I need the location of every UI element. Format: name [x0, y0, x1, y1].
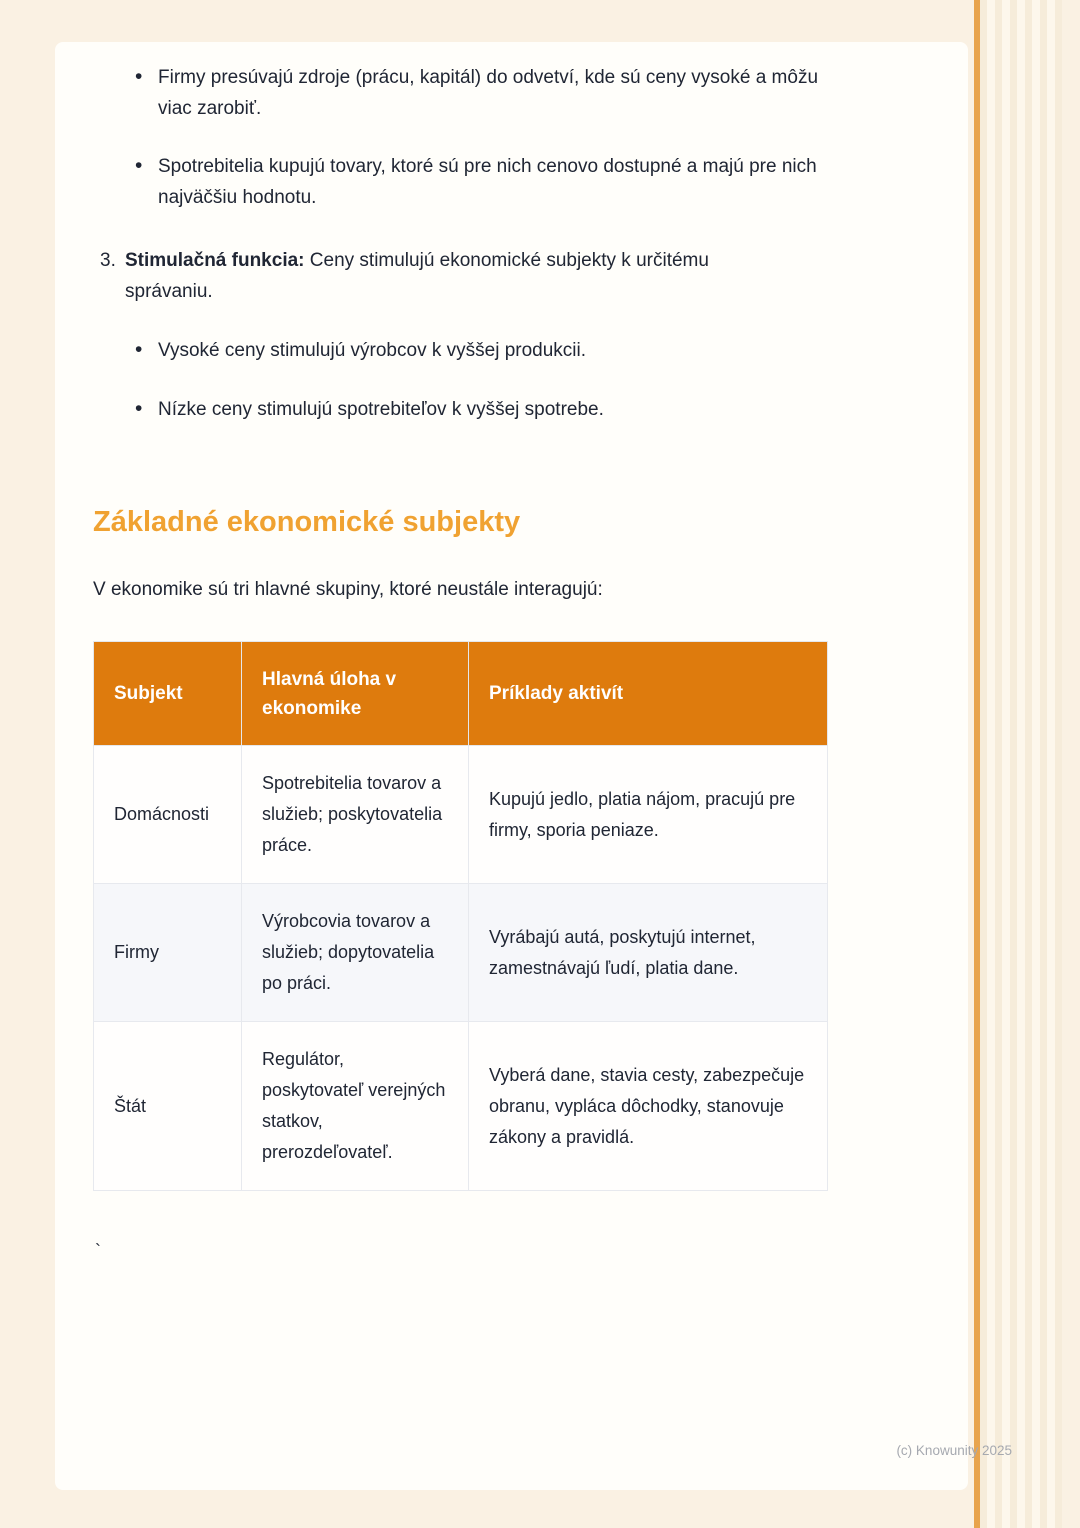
column-header-subject: Subjekt — [94, 642, 242, 746]
cell-examples: Kupujú jedlo, platia nájom, pracujú pre firmy, sporia peniaze. — [469, 746, 828, 884]
bullet-item — [135, 151, 835, 213]
list-item-number: 3. — [100, 250, 116, 271]
numbered-item-text — [125, 245, 785, 307]
table-header-row — [94, 642, 828, 746]
column-header-examples: Príklady aktivít — [469, 642, 828, 746]
bullet-text: Vysoké ceny stimulujú výrobcov k vyššej produkcii. — [158, 340, 587, 361]
footer-copyright: (c) Knowunity 2025 — [896, 1443, 1012, 1458]
bullet-text: Firmy presúvajú zdroje (prácu, kapitál) do odvetví, kde sú ceny vysoké a môžu viac zarobiť. — [158, 67, 819, 119]
document-page-card — [55, 42, 968, 1490]
bullet-item — [135, 62, 835, 124]
bullet-text: Spotrebitelia kupujú tovary, ktoré sú pre nich cenovo dostupné a majú pre nich najväčšiu hodnotu. — [158, 156, 817, 208]
section-heading: Základné ekonomické subjekty — [93, 506, 521, 538]
bullet-text: Nízke ceny stimulujú spotrebiteľov k vyššej spotrebe. — [158, 399, 604, 420]
column-header-role: Hlavná úloha v ekonomike — [242, 642, 469, 746]
sub-bullet-list — [135, 335, 835, 425]
numbered-item-body — [125, 245, 840, 453]
numbered-list-item — [100, 245, 840, 453]
table-row — [94, 884, 828, 1022]
cell-subject: Štát — [94, 1022, 242, 1191]
cell-subject: Domácnosti — [94, 746, 242, 884]
right-edge-paper-texture — [980, 0, 1062, 1528]
table-row — [94, 746, 828, 884]
stray-backtick-character: ` — [95, 1241, 101, 1261]
bullet-item — [135, 335, 835, 366]
intro-paragraph: V ekonomike sú tri hlavné skupiny, ktoré neustále interagujú: — [93, 579, 603, 600]
table-row — [94, 1022, 828, 1191]
cell-role: Regulátor, poskytovateľ verejných statkov, prerozdeľovateľ. — [242, 1022, 469, 1191]
cell-examples: Vyrábajú autá, poskytujú internet, zamestnávajú ľudí, platia dane. — [469, 884, 828, 1022]
numbered-item-rest: Ceny stimulujú ekonomické subjekty k určitému správaniu. — [125, 250, 709, 302]
cell-role: Výrobcovia tovarov a služieb; dopytovatelia po práci. — [242, 884, 469, 1022]
bold-term: Stimulačná funkcia: — [125, 250, 305, 271]
cell-examples: Vyberá dane, stavia cesty, zabezpečuje obranu, vypláca dôchodky, stanovuje zákony a pravidlá. — [469, 1022, 828, 1191]
top-bullet-list — [135, 62, 835, 213]
cell-role: Spotrebitelia tovarov a služieb; poskytovatelia práce. — [242, 746, 469, 884]
economic-subjects-table — [93, 641, 828, 1191]
cell-subject: Firmy — [94, 884, 242, 1022]
bullet-item — [135, 394, 835, 425]
